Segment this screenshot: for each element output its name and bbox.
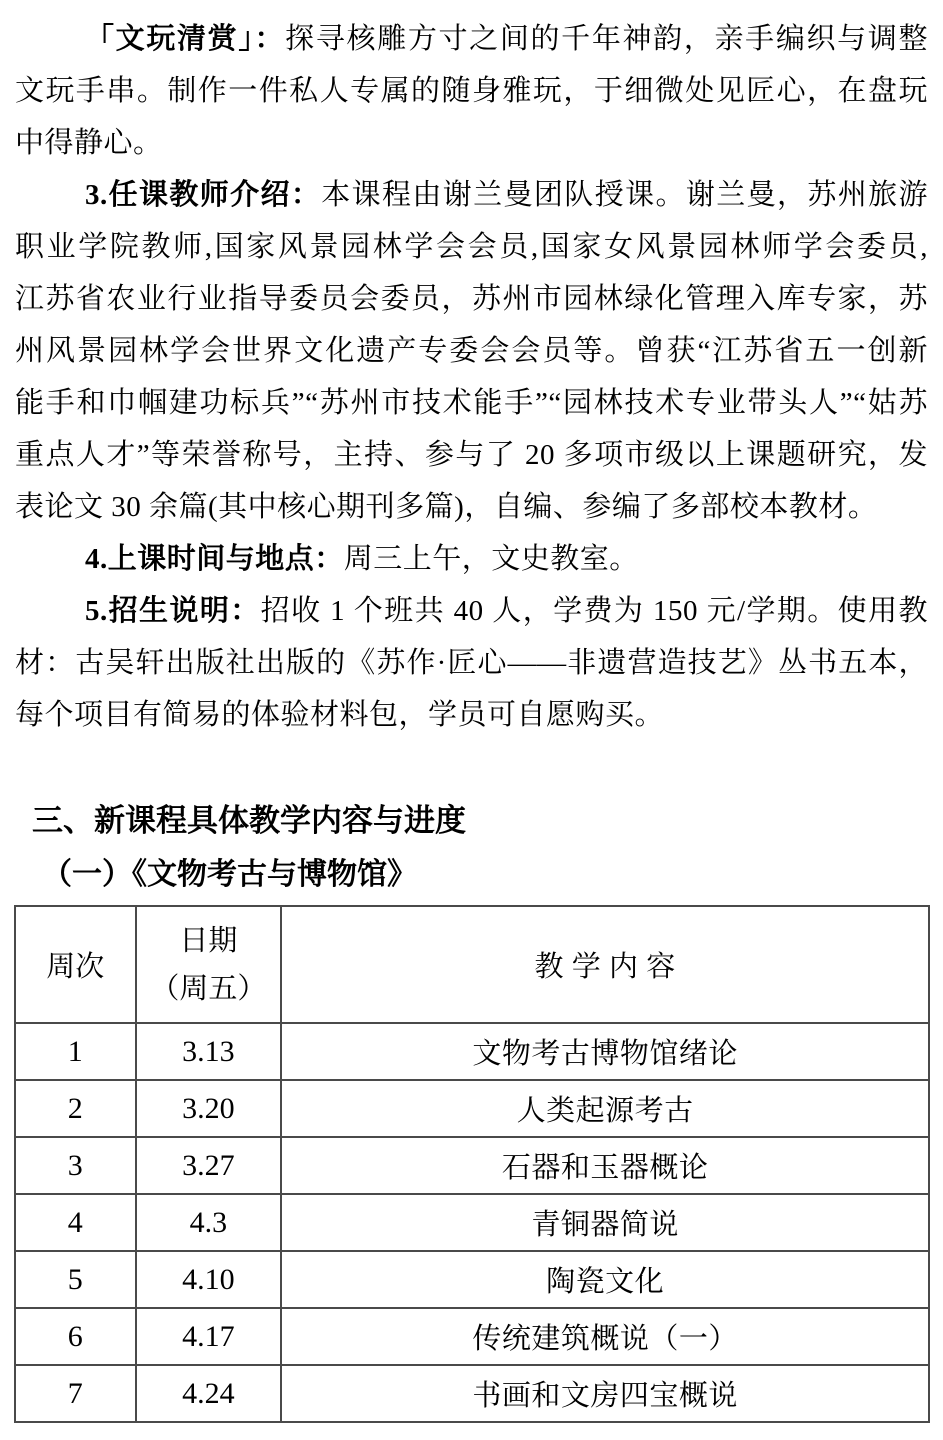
cell-week: 7: [15, 1365, 136, 1422]
paragraph-text: 本课程由谢兰曼团队授课。谢兰曼，苏州旅游: [321, 179, 928, 211]
paragraph-line: 中得静心。: [15, 127, 163, 159]
paragraph-line: 文玩手串。制作一件私人专属的随身雅玩，于细微处见匠心，在盘玩: [15, 75, 928, 107]
cell-content: 文物考古博物馆绪论: [281, 1023, 929, 1080]
cell-week: 3: [15, 1137, 136, 1194]
paragraph-text: 招收 1 个班共 40 人，学费为 150 元/学期。使用教: [260, 595, 928, 627]
cell-week: 1: [15, 1023, 136, 1080]
paragraph-lead: 「文玩清赏」：: [85, 23, 286, 55]
table-row: [15, 1365, 929, 1422]
paragraph-lead: 5.招生说明：: [85, 595, 261, 627]
paragraph-line: 每个项目有简易的体验材料包，学员可自愿购买。: [15, 699, 665, 731]
table-row: [15, 1194, 929, 1251]
section-heading: 三、新课程具体教学内容与进度: [32, 803, 466, 838]
cell-date: 4.24: [136, 1365, 282, 1422]
cell-week: 2: [15, 1080, 136, 1137]
table-header-row: [15, 906, 929, 1023]
cell-date: 4.3: [136, 1194, 282, 1251]
schedule-table: [14, 905, 930, 1423]
paragraph-line: [15, 585, 928, 637]
paragraph-teacher-intro: [15, 169, 928, 533]
cell-date: 4.17: [136, 1308, 282, 1365]
paragraph-lead: 3.任课教师介绍：: [85, 179, 322, 211]
table-row: [15, 1308, 929, 1365]
paragraph-line: [15, 13, 928, 65]
table-row: [15, 1080, 929, 1137]
table-row: [15, 1137, 929, 1194]
paragraph-line: 能手和巾帼建功标兵”“苏州市技术能手”“园林技术专业带头人”“姑苏: [15, 387, 928, 419]
cell-week: 4: [15, 1194, 136, 1251]
paragraph-line: 重点人才”等荣誉称号，主持、参与了 20 多项市级以上课题研究，发: [15, 439, 928, 471]
cell-content: 传统建筑概说（一）: [281, 1308, 929, 1365]
paragraph-text: 探寻核雕方寸之间的千年神韵，亲手编织与调整: [285, 23, 928, 55]
cell-content: 陶瓷文化: [281, 1251, 929, 1308]
section-subheading: （一）《文物考古与博物馆》: [42, 858, 417, 891]
body-text: [15, 13, 928, 741]
cell-content: 青铜器简说: [281, 1194, 929, 1251]
cell-date: 3.27: [136, 1137, 282, 1194]
paragraph-line: [15, 533, 928, 585]
cell-content: 书画和文房四宝概说: [281, 1365, 929, 1422]
paragraph-line: [15, 169, 928, 221]
paragraph-text: 周三上午，文史教室。: [343, 543, 639, 575]
paragraph-line: 江苏省农业行业指导委员会委员，苏州市园林绿化管理入库专家，苏: [15, 283, 928, 315]
table-row: [15, 1251, 929, 1308]
table-row: [15, 1023, 929, 1080]
cell-week: 5: [15, 1251, 136, 1308]
header-date-line2: （周五）: [150, 972, 267, 1005]
paragraph-line: 表论文 30 余篇(其中核心期刊多篇)，自编、参编了多部校本教材。: [15, 491, 878, 523]
header-date: [136, 906, 282, 1023]
header-week: 周次: [15, 906, 136, 1023]
paragraph-class-time: [15, 533, 928, 585]
cell-content: 石器和玉器概论: [281, 1137, 929, 1194]
cell-date: 3.13: [136, 1023, 282, 1080]
cell-date: 4.10: [136, 1251, 282, 1308]
paragraph-course-description: [15, 13, 928, 169]
paragraph-line: 州风景园林学会世界文化遗产专委会会员等。曾获“江苏省五一创新: [15, 335, 928, 367]
paragraph-line: 材：古吴轩出版社出版的《苏作·匠心——非遗营造技艺》丛书五本，: [15, 647, 928, 679]
paragraph-enrollment: [15, 585, 928, 741]
header-content: 教 学 内 容: [281, 906, 929, 1023]
paragraph-line: 职业学院教师,国家风景园林学会会员,国家女风景园林师学会委员,: [15, 231, 928, 263]
paragraph-lead: 4.上课时间与地点：: [85, 543, 344, 575]
cell-content: 人类起源考古: [281, 1080, 929, 1137]
cell-date: 3.20: [136, 1080, 282, 1137]
cell-week: 6: [15, 1308, 136, 1365]
header-date-line1: 日期: [179, 924, 238, 957]
